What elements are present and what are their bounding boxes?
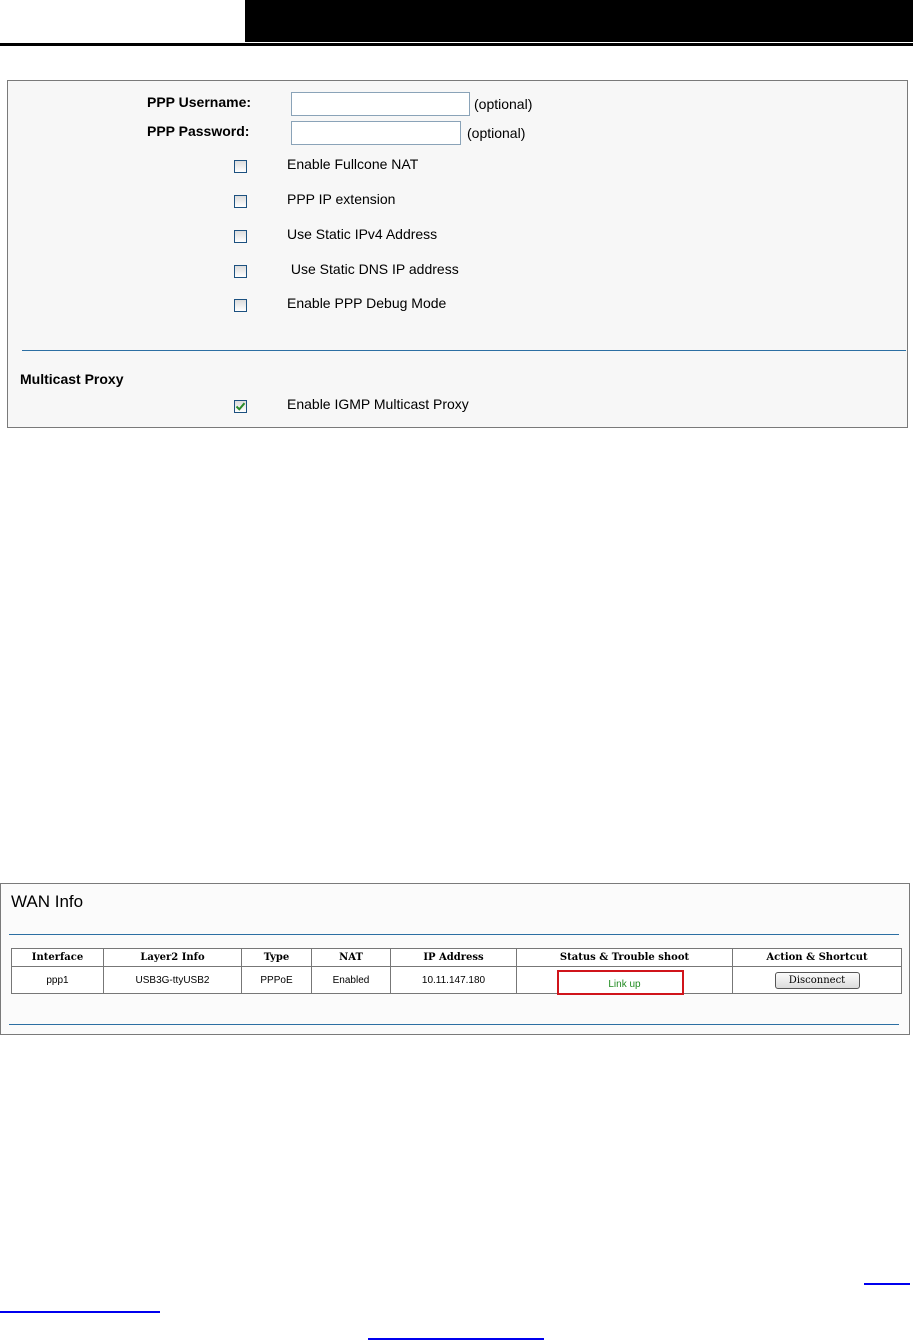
wan-info-table	[11, 948, 902, 994]
static-ipv4-checkbox[interactable]	[234, 230, 247, 243]
ppp-username-hint: (optional)	[474, 96, 533, 112]
fullcone-nat-label: Enable Fullcone NAT	[287, 156, 419, 172]
link-fragment[interactable]	[368, 1338, 544, 1340]
col-ip-header: IP Address	[391, 949, 517, 967]
ppp-password-input[interactable]	[291, 121, 461, 145]
ppp-username-label: PPP Username:	[147, 94, 252, 110]
col-layer2-header: Layer2 Info	[104, 949, 242, 967]
col-nat-header: NAT	[312, 949, 391, 967]
ppp-username-input[interactable]	[291, 92, 470, 116]
disconnect-button[interactable]: Disconnect	[775, 972, 860, 989]
page-header-bar	[245, 0, 913, 42]
wan-info-title: WAN Info	[11, 892, 84, 911]
col-action-header: Action & Shortcut	[733, 949, 902, 967]
link-fragment[interactable]	[864, 1283, 910, 1285]
multicast-proxy-heading: Multicast Proxy	[20, 371, 124, 387]
static-dns-checkbox[interactable]	[234, 265, 247, 278]
fullcone-nat-checkbox[interactable]	[234, 160, 247, 173]
wan-info-panel	[0, 883, 910, 1035]
table-header-row	[12, 949, 902, 967]
cell-status	[517, 967, 733, 994]
cell-action	[733, 967, 902, 994]
ppp-password-hint: (optional)	[467, 125, 526, 141]
wan-bottom-rule	[9, 1024, 899, 1025]
col-interface-header: Interface	[12, 949, 104, 967]
ppp-ip-extension-checkbox[interactable]	[234, 195, 247, 208]
ppp-settings-panel	[7, 80, 908, 428]
cell-layer2: USB3G-ttyUSB2	[104, 967, 242, 994]
cell-ip: 10.11.147.180	[391, 967, 517, 994]
header-rule	[0, 43, 913, 46]
checkmark-icon	[235, 401, 246, 412]
igmp-proxy-checkbox[interactable]	[234, 400, 247, 413]
section-divider	[22, 350, 906, 351]
ppp-debug-checkbox[interactable]	[234, 299, 247, 312]
static-ipv4-label: Use Static IPv4 Address	[287, 226, 438, 242]
link-fragment[interactable]	[0, 1311, 160, 1313]
wan-title-rule	[9, 934, 899, 935]
col-type-header: Type	[242, 949, 312, 967]
ppp-ip-extension-label: PPP IP extension	[287, 191, 396, 207]
ppp-debug-label: Enable PPP Debug Mode	[287, 295, 447, 311]
igmp-proxy-label: Enable IGMP Multicast Proxy	[287, 396, 469, 412]
cell-type: PPPoE	[242, 967, 312, 994]
status-text: Link up	[608, 978, 641, 990]
cell-nat: Enabled	[312, 967, 391, 994]
table-row	[12, 967, 902, 994]
ppp-password-label: PPP Password:	[147, 123, 250, 139]
cell-interface: ppp1	[12, 967, 104, 994]
static-dns-label: Use Static DNS IP address	[287, 261, 459, 277]
col-status-header: Status & Trouble shoot	[517, 949, 733, 967]
